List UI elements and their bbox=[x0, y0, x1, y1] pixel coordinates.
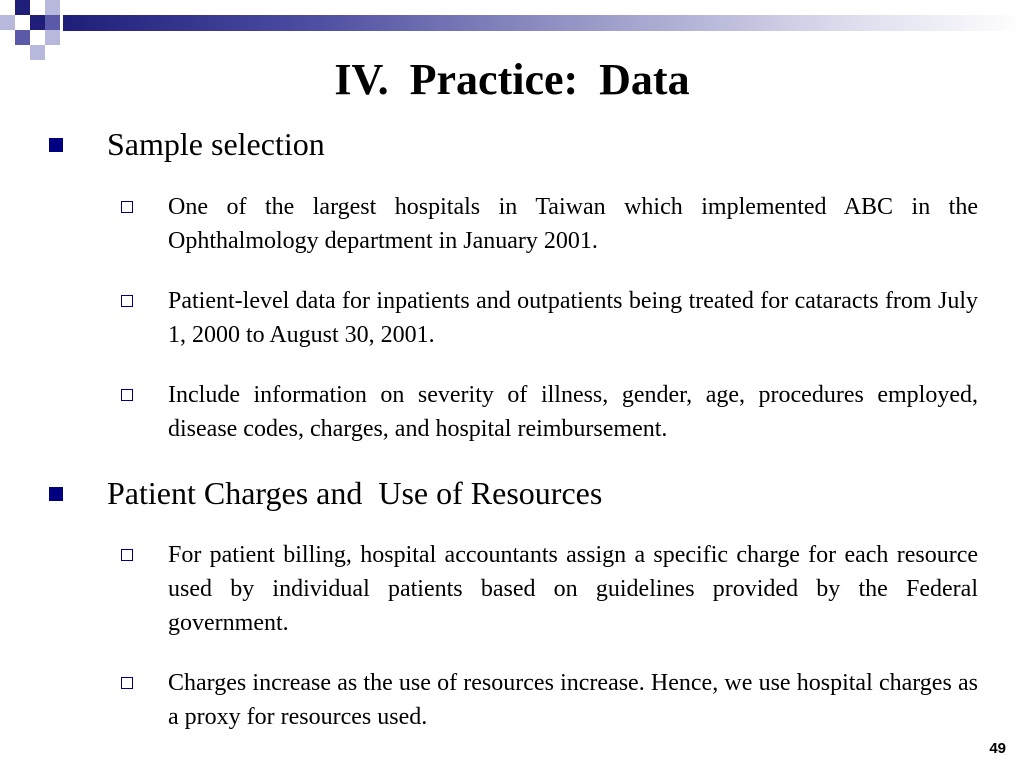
sub-point-text: Include information on severity of illness, gender, age, procedures employed, disease codes, charges, and hospital reimbursement. bbox=[168, 382, 978, 442]
sub-point-text: One of the largest hospitals in Taiwan which implemented ABC in the Ophthalmology department in January 2001. bbox=[168, 194, 978, 254]
square-bullet-icon bbox=[49, 138, 63, 152]
square-bullet-icon bbox=[49, 487, 63, 501]
sub-point-text: For patient billing, hospital accountants assign a specific charge for each resource used by individual patients based on guidelines provided by the Federal government. bbox=[168, 542, 978, 636]
hollow-square-bullet-icon bbox=[121, 549, 133, 561]
hollow-square-bullet-icon bbox=[121, 677, 133, 689]
hollow-square-bullet-icon bbox=[121, 295, 133, 307]
hollow-square-bullet-icon bbox=[121, 389, 133, 401]
slide-title: IV. Practice: Data bbox=[334, 55, 690, 104]
page-number: 49 bbox=[989, 740, 1006, 757]
hollow-square-bullet-icon bbox=[121, 201, 133, 213]
sub-point-text: Patient-level data for inpatients and outpatients being treated for cataracts from July 1, 2000 to August 30, 2001. bbox=[168, 288, 978, 348]
section-heading-text: Sample selection bbox=[107, 126, 325, 162]
sub-point-text: Charges increase as the use of resources increase. Hence, we use hospital charges as a proxy for resources used. bbox=[168, 670, 978, 730]
section-heading-text: Patient Charges and Use of Resources bbox=[107, 475, 603, 511]
